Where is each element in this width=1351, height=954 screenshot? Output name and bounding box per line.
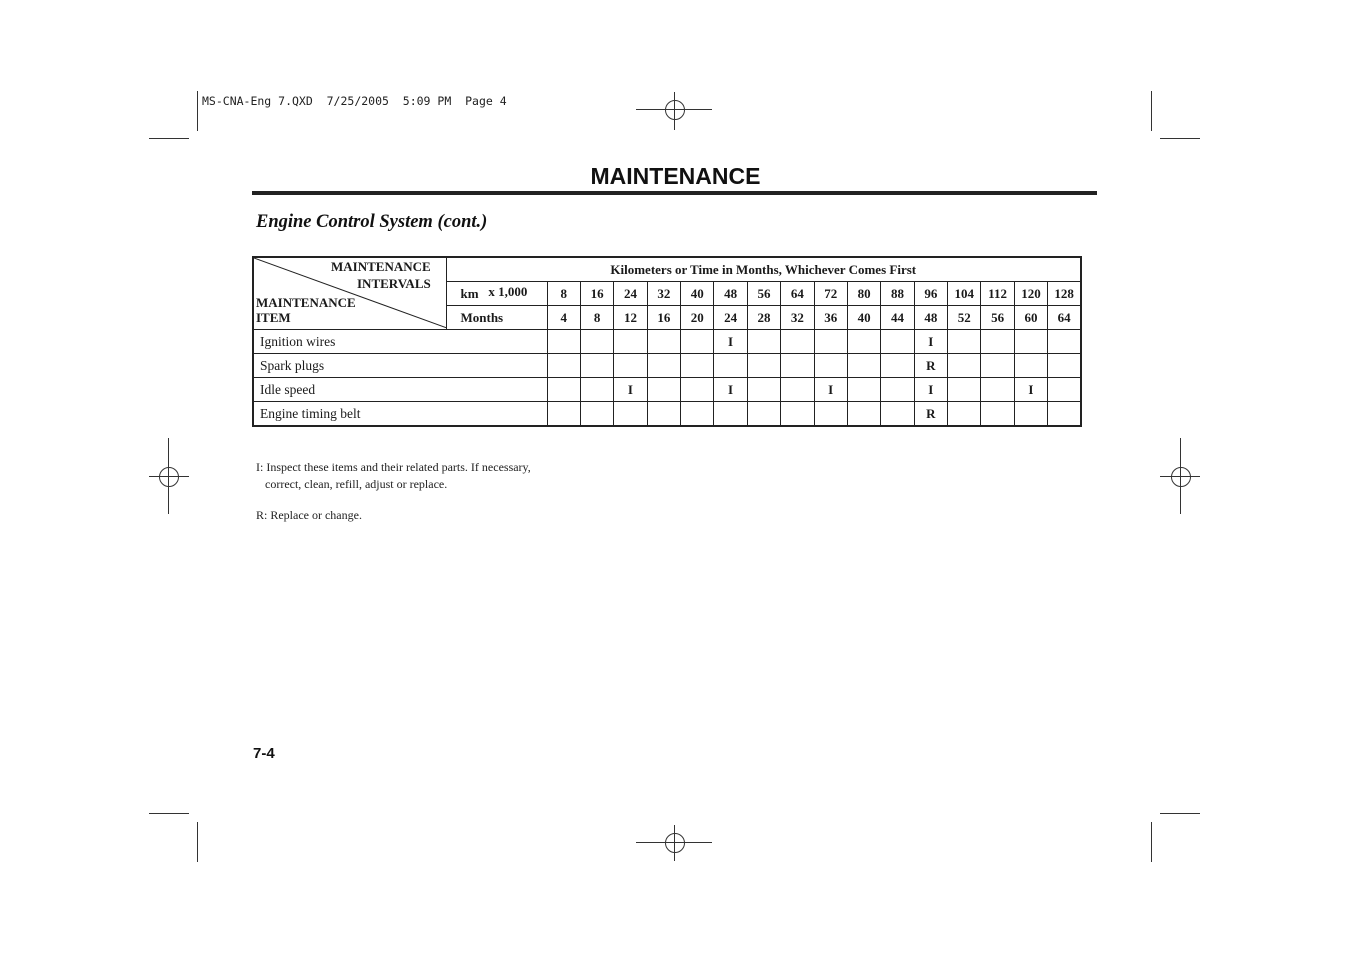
schedule-cell [981, 354, 1014, 378]
schedule-cell [814, 330, 847, 354]
km-value: 128 [1048, 282, 1081, 306]
note-replace: R: Replace or change. [256, 508, 362, 522]
month-value: 60 [1014, 306, 1047, 330]
km-label-cell [446, 282, 547, 306]
schedule-cell: R [914, 354, 947, 378]
schedule-cell [580, 354, 613, 378]
item-name: Idle speed [253, 378, 547, 402]
item-name: Ignition wires [253, 330, 547, 354]
km-value: 104 [948, 282, 981, 306]
schedule-cell: I [1014, 378, 1047, 402]
month-value: 44 [881, 306, 914, 330]
schedule-cell [747, 354, 780, 378]
schedule-cell [547, 402, 580, 427]
schedule-cell [1048, 402, 1081, 427]
schedule-cell [981, 378, 1014, 402]
schedule-cell [714, 402, 747, 427]
km-value: 112 [981, 282, 1014, 306]
schedule-cell [647, 330, 680, 354]
month-value: 24 [714, 306, 747, 330]
month-value: 4 [547, 306, 580, 330]
km-label: km [460, 285, 479, 301]
schedule-cell [814, 354, 847, 378]
section-title: MAINTENANCE [590, 163, 761, 189]
km-unit: x 1,000 [488, 283, 528, 299]
printer-slug: MS-CNA-Eng 7.QXD 7/25/2005 5:09 PM Page 4 [202, 94, 507, 108]
km-value: 120 [1014, 282, 1047, 306]
schedule-cell [881, 402, 914, 427]
note-inspect-line2: correct, clean, refill, adjust or replace. [265, 476, 448, 491]
schedule-cell [1014, 402, 1047, 427]
corner-intervals-line2: INTERVALS [357, 276, 431, 291]
schedule-cell: I [614, 378, 647, 402]
corner-intervals-line1: MAINTENANCE [331, 259, 431, 274]
schedule-cell [547, 378, 580, 402]
km-value: 56 [747, 282, 780, 306]
schedule-cell [781, 378, 814, 402]
item-rows [253, 330, 1081, 427]
title-rule [252, 191, 1097, 195]
km-value: 40 [681, 282, 714, 306]
table-row [253, 402, 1081, 427]
schedule-cell [647, 378, 680, 402]
month-value: 32 [781, 306, 814, 330]
schedule-cell [981, 330, 1014, 354]
page-number: 7-4 [253, 745, 275, 762]
schedule-cell [847, 378, 880, 402]
maintenance-schedule-table [252, 256, 1082, 427]
month-value: 36 [814, 306, 847, 330]
schedule-cell: I [814, 378, 847, 402]
month-value: 16 [647, 306, 680, 330]
schedule-cell [847, 330, 880, 354]
schedule-cell [781, 402, 814, 427]
km-value: 80 [847, 282, 880, 306]
schedule-cell [614, 402, 647, 427]
table-header-row [253, 257, 1081, 282]
subtitle: Engine Control System (cont.) [256, 212, 488, 232]
month-value: 20 [681, 306, 714, 330]
schedule-cell [714, 354, 747, 378]
km-value: 96 [914, 282, 947, 306]
schedule-cell [981, 402, 1014, 427]
schedule-cell [881, 354, 914, 378]
km-value: 48 [714, 282, 747, 306]
month-value: 56 [981, 306, 1014, 330]
schedule-cell: I [714, 330, 747, 354]
table-row [253, 330, 1081, 354]
schedule-cell [781, 330, 814, 354]
month-value: 28 [747, 306, 780, 330]
note-inspect-line1: I: Inspect these items and their related parts. If necessary, [256, 460, 531, 474]
header-title: Kilometers or Time in Months, Whichever Comes First [446, 257, 1081, 282]
km-value: 64 [781, 282, 814, 306]
schedule-cell [681, 402, 714, 427]
item-name: Engine timing belt [253, 402, 547, 427]
month-value: 64 [1048, 306, 1081, 330]
corner-item-line2: ITEM [256, 310, 291, 325]
schedule-cell [781, 354, 814, 378]
schedule-cell [647, 354, 680, 378]
schedule-cell [580, 330, 613, 354]
month-value: 12 [614, 306, 647, 330]
km-value: 88 [881, 282, 914, 306]
km-value: 32 [647, 282, 680, 306]
schedule-cell [547, 354, 580, 378]
table-row [253, 378, 1081, 402]
schedule-cell [681, 330, 714, 354]
schedule-cell: R [914, 402, 947, 427]
schedule-cell [881, 330, 914, 354]
month-value: 8 [580, 306, 613, 330]
schedule-cell [580, 402, 613, 427]
schedule-cell [847, 402, 880, 427]
schedule-cell [1048, 354, 1081, 378]
month-value: 48 [914, 306, 947, 330]
schedule-cell [681, 354, 714, 378]
month-value: 40 [847, 306, 880, 330]
corner-item-line1: MAINTENANCE [256, 295, 356, 310]
schedule-cell [847, 354, 880, 378]
schedule-cell [614, 354, 647, 378]
schedule-cell [1048, 330, 1081, 354]
schedule-cell [747, 378, 780, 402]
schedule-cell [614, 330, 647, 354]
schedule-cell: I [914, 378, 947, 402]
schedule-cell [948, 330, 981, 354]
schedule-cell [948, 402, 981, 427]
schedule-cell [881, 378, 914, 402]
schedule-cell [647, 402, 680, 427]
schedule-cell: I [914, 330, 947, 354]
schedule-cell [1048, 378, 1081, 402]
table-corner-cell [253, 257, 446, 330]
schedule-cell [747, 402, 780, 427]
month-value: 52 [948, 306, 981, 330]
months-label: Months [446, 306, 547, 330]
schedule-cell [1014, 330, 1047, 354]
km-value: 72 [814, 282, 847, 306]
schedule-cell: I [714, 378, 747, 402]
schedule-cell [948, 354, 981, 378]
schedule-cell [547, 330, 580, 354]
km-value: 24 [614, 282, 647, 306]
schedule-cell [681, 378, 714, 402]
legend-notes [256, 459, 531, 524]
schedule-cell [1014, 354, 1047, 378]
table-row [253, 354, 1081, 378]
schedule-cell [814, 402, 847, 427]
schedule-cell [948, 378, 981, 402]
schedule-cell [747, 330, 780, 354]
km-value: 8 [547, 282, 580, 306]
km-value: 16 [580, 282, 613, 306]
schedule-cell [580, 378, 613, 402]
item-name: Spark plugs [253, 354, 547, 378]
